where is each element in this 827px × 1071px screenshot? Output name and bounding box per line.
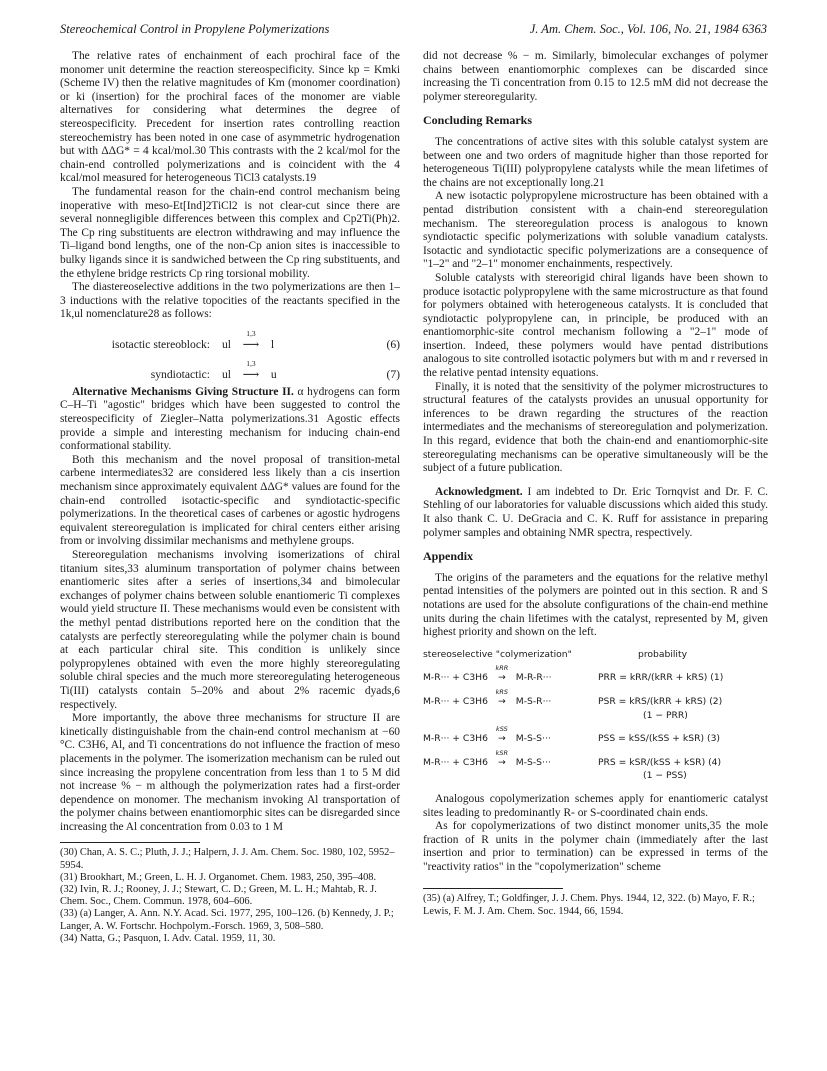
- reaction-arrow-icon: kRS →: [495, 687, 509, 707]
- paragraph: The relative rates of enchainment of each prochiral face of the monomer unit determine the reaction stereospecificity. Since kp = Kmki (Scheme IV) then the relative magnitudes of Km (monomer coordination) or ki (insertion) for the prochiral faces of the monomer are viable alternatives for considering what determines the degree of stereospecificity. Precedent for insertion rates controlling reaction stereochemistry has been noted in one case of asymmetric hydrogenation but with ΔΔG* = 4 kcal/mol.30 This contrasts with the 2 kcal/mol for the chain-end controlled polymerizations and is coincident with the 4 kcal/mol measured for heterogeneous TiCl3 catalysts.19: [60, 50, 400, 185]
- paragraph: Soluble catalysts with stereorigid chiral ligands have been shown to produce isotactic polypropylene with the same microstructure as that found for polymers obtained with heterogeneous catalysts. It is concluded that syndiotactic polypropylene can, in principle, be produced with an enantiomorphic-site control mechanism following a "2–1" mode of insertion. Indeed, these polymers would have pentad distributions analogous to site controlled isotactic polymers but with m and r reversed in the relative pentad intensity equations.: [423, 271, 768, 380]
- footnote: (32) Ivin, R. J.; Rooney, J. J.; Stewart, C. D.; Green, M. L. H.; Mahtab, R. J. Chem. Soc., Chem. Commun. 1978, 604–606.: [60, 884, 377, 908]
- paragraph: Both this mechanism and the novel proposal of transition-metal carbene intermediates32 are considered less likely than a cis insertion mechanism since approximately equivalent ΔΔG* values are found for the chain-end controlled isotactic-specific and syndiotactic-specific polymerizations. In the theoretical cases of carbenes or agostic hydrogens equivalent stereoregulation is implicated for chiral centers either arising from or involving dissimilar mechanisms and methylene groups.: [60, 453, 400, 548]
- copolymerization-table: [423, 648, 768, 783]
- footnote: (33) (a) Langer, A. Ann. N.Y. Acad. Sci. 1977, 295, 100–126. (b) Kennedy, J. P.; Langer, A. W. Fortschr. Hochpolym.-Forsch. 1969, 3, 508–580.: [60, 908, 394, 932]
- footnote-rule: [423, 888, 563, 889]
- equation-number: (7): [386, 368, 400, 382]
- paragraph: Finally, it is noted that the sensitivity of the polymer microstructures to structural features of the catalysts provides an unusual opportunity for inferences to be drawn regarding the structures of the reaction intermediates and the mechanisms of stereoregulation and polymerization. In this regard, evidence that both the chain-end and enantiomorphic-site stereoregulating mechanisms can be operative simultaneously will be the subject of a future publication.: [423, 380, 768, 475]
- journal-citation-right: J. Am. Chem. Soc., Vol. 106, No. 21, 1984 6363: [529, 22, 767, 36]
- paragraph: More importantly, the above three mechanisms for structure II are kinetically distinguishable from the chain-end control mechanism at −60 °C. C3H6, Al, and Ti concentrations do not influence the fraction of meso placements in the polymer. The isomerization mechanism can be ruled out since increasing the propylene concentration from less than 1 to 5 M did not increase % − m although the polymerization rates had a first-order dependence on monomer. The mechanism invoking Al transportation of the polymer chains between enantiomorphic sites can be disregarded since increasing the Al concentration from 0.03 to 1 M: [60, 712, 400, 833]
- equation-label: syndiotactic:: [150, 368, 210, 382]
- equation-6: [60, 326, 400, 352]
- equation-7: [60, 356, 400, 382]
- paragraph: The diastereoselective additions in the two polymerizations are then 1–3 inductions with the relative topocities of the reactants specified in the 1k,ul nomenclature28 as follows:: [60, 281, 400, 321]
- reaction-arrow-icon: kSS →: [495, 725, 508, 745]
- table-row: M-R··· + C3H6 kRS → M-S-R··· PSR = kRS/(kRR + kRS) (2) (1 − PRR): [423, 687, 723, 721]
- paragraph: Analogous copolymerization schemes apply for enantiomeric catalyst sites leading to predominantly R- or S-coordinated chain ends.: [423, 792, 768, 819]
- right-column: [423, 50, 768, 918]
- running-header: [60, 22, 767, 40]
- footnote: (34) Natta, G.; Pasquon, I. Adv. Catal. 1959, 11, 30.: [60, 932, 276, 944]
- paragraph: The concentrations of active sites with this soluble catalyst system are between one and two orders of magnitude higher than those reported for heterogeneous Ti(III) polypropylene catalysts while the mean lifetimes of the chains are not exceptionally long.21: [423, 135, 768, 189]
- section-heading: Appendix: [423, 549, 474, 564]
- paragraph: Acknowledgment. I am indebted to Dr. Eric Tornqvist and Dr. F. C. Stehling of our laboratories for valuable discussions which aided this study. It also thank C. U. DeGracia and C. K. Ruff for assistance in preparing polymer samples and obtaining NMR spectra, respectively.: [423, 485, 768, 539]
- table-row: M-R··· + C3H6 kSR → M-S-S··· PRS = kSR/(kSS + kSR) (4) (1 − PSS): [423, 748, 722, 782]
- reaction-arrow-icon: kSR →: [495, 748, 509, 768]
- table-row: M-R··· + C3H6 kRR → M-R-R··· PRR = kRR/(kRR + kRS) (1): [423, 664, 724, 684]
- paragraph: Stereoregulation mechanisms involving isomerizations of chiral titanium sites,33 aluminum transportation of polymer chains between enantiomeric sites after a series of insertions,34 and bimolecular exchanges of polymer chains between soluble enantiomeric Ti complexes would yield structure II. These mechanisms would even be consistent with the methyl pentad distributions reported here on the condition that the catalysts are perfectly stereoregulating while the polymer chain is bound at each particular chiral site. This condition is unlikely since polypropylenes obtained with even the more highly stereoregulating soluble chiral species and the much more stereoregulating heterogeneous Ti(III) catalysts contain 5–20% and about 2% racemic dyads,6 respectively.: [60, 549, 400, 711]
- footnote-rule: [60, 842, 200, 843]
- table-row: M-R··· + C3H6 kSS → M-S-S··· PSS = kSS/(kSS + kSR) (3): [423, 725, 720, 745]
- run-in-heading: Alternative Mechanisms Giving Structure II.: [72, 385, 294, 398]
- paragraph: As for copolymerizations of two distinct monomer units,35 the mole fraction of R units in the polymer chain (immediately after the last insertion and prior to termination) can be expressed in terms of the "reactivity ratios" in the "copolymerization" scheme: [423, 820, 768, 873]
- reaction-arrow-icon: 1,3 ⟶: [242, 359, 260, 382]
- table-header: [423, 648, 768, 662]
- journal-title-left: Stereochemical Control in Propylene Polymerizations: [60, 22, 330, 36]
- reaction-arrow-icon: kRR →: [495, 664, 509, 684]
- equation-lhs: ul: [222, 368, 232, 382]
- paragraph: Alternative Mechanisms Giving Structure II. α hydrogens can form C–H–Ti "agostic" bridges which have been suggested to control the stereospecificity of Ziegler–Natta polymerizations.31 Agostic effects provide a simple and interesting mechanism for inducing chain-end conformational stability.: [60, 385, 400, 453]
- paragraph: The fundamental reason for the chain-end control mechanism being inoperative with meso-Et[Ind]2TiCl2 is not clear-cut since there are several nonnegligible differences between this complex and Cp2Ti(Ph)2. The Cp ring substituents are electron withdrawing and may influence the Ti–ligand bond lengths, one of the non-Cp anion sites is inaccessible to bulky ligands since it is sandwiched between the Cp ring substituents, and the ethylene bridge restricts Cp ring torsional mobility.: [60, 185, 400, 280]
- section-heading: Concluding Remarks: [423, 113, 533, 128]
- run-in-heading: Acknowledgment.: [435, 485, 523, 498]
- paragraph: A new isotactic polypropylene microstructure has been obtained with a pentad distribution consistent with a chain-end stereoregulation mechanism. The stereoregulation process is analogous to known syndiotactic specific polymerizations with soluble vanadium catalysts. Isotactic and syndiotactic specific polymerizations are a consequence of "1–2" and "2–1" monomer enchainments, respectively.: [423, 190, 768, 271]
- equation-lhs: ul: [222, 338, 232, 352]
- footnote: (35) (a) Alfrey, T.; Goldfinger, J. J. Chem. Phys. 1944, 12, 322. (b) Mayo, F. R.; Lewis, F. M. J. Am. Chem. Soc. 1944, 66, 1594.: [423, 893, 755, 917]
- table-column-header: stereoselective "colymerization": [423, 648, 572, 660]
- equation-number: (6): [386, 338, 400, 352]
- reaction-arrow-icon: 1,3 ⟶: [242, 329, 260, 352]
- paragraph: The origins of the parameters and the equations for the relative methyl pentad intensities of the polymers are pointed out in this section. R and S notations are used for the absolute configurations of the chain-end methine units during the chain lifetimes with the catalyst, represented by M, given highest priority and shown on the left.: [423, 571, 768, 639]
- paragraph: did not decrease % − m. Similarly, bimolecular exchanges of polymer chains between enantiomorphic complexes can be discarded since increasing the Ti concentration from 0.15 to 12.5 mM did not decrease the polymer stereoregularity.: [423, 50, 768, 103]
- equation-label: isotactic stereoblock:: [111, 338, 210, 352]
- table-column-header: probability: [638, 648, 688, 660]
- footnote: (30) Chan, A. S. C.; Pluth, J. J.; Halpern, J. J. Am. Chem. Soc. 1980, 102, 5952–5954.: [60, 847, 395, 871]
- footnote: (31) Brookhart, M.; Green, L. H. J. Organomet. Chem. 1983, 250, 395–408.: [60, 871, 377, 883]
- left-column: [60, 50, 400, 945]
- equation-rhs: u: [270, 368, 277, 382]
- equation-rhs: l: [270, 338, 275, 352]
